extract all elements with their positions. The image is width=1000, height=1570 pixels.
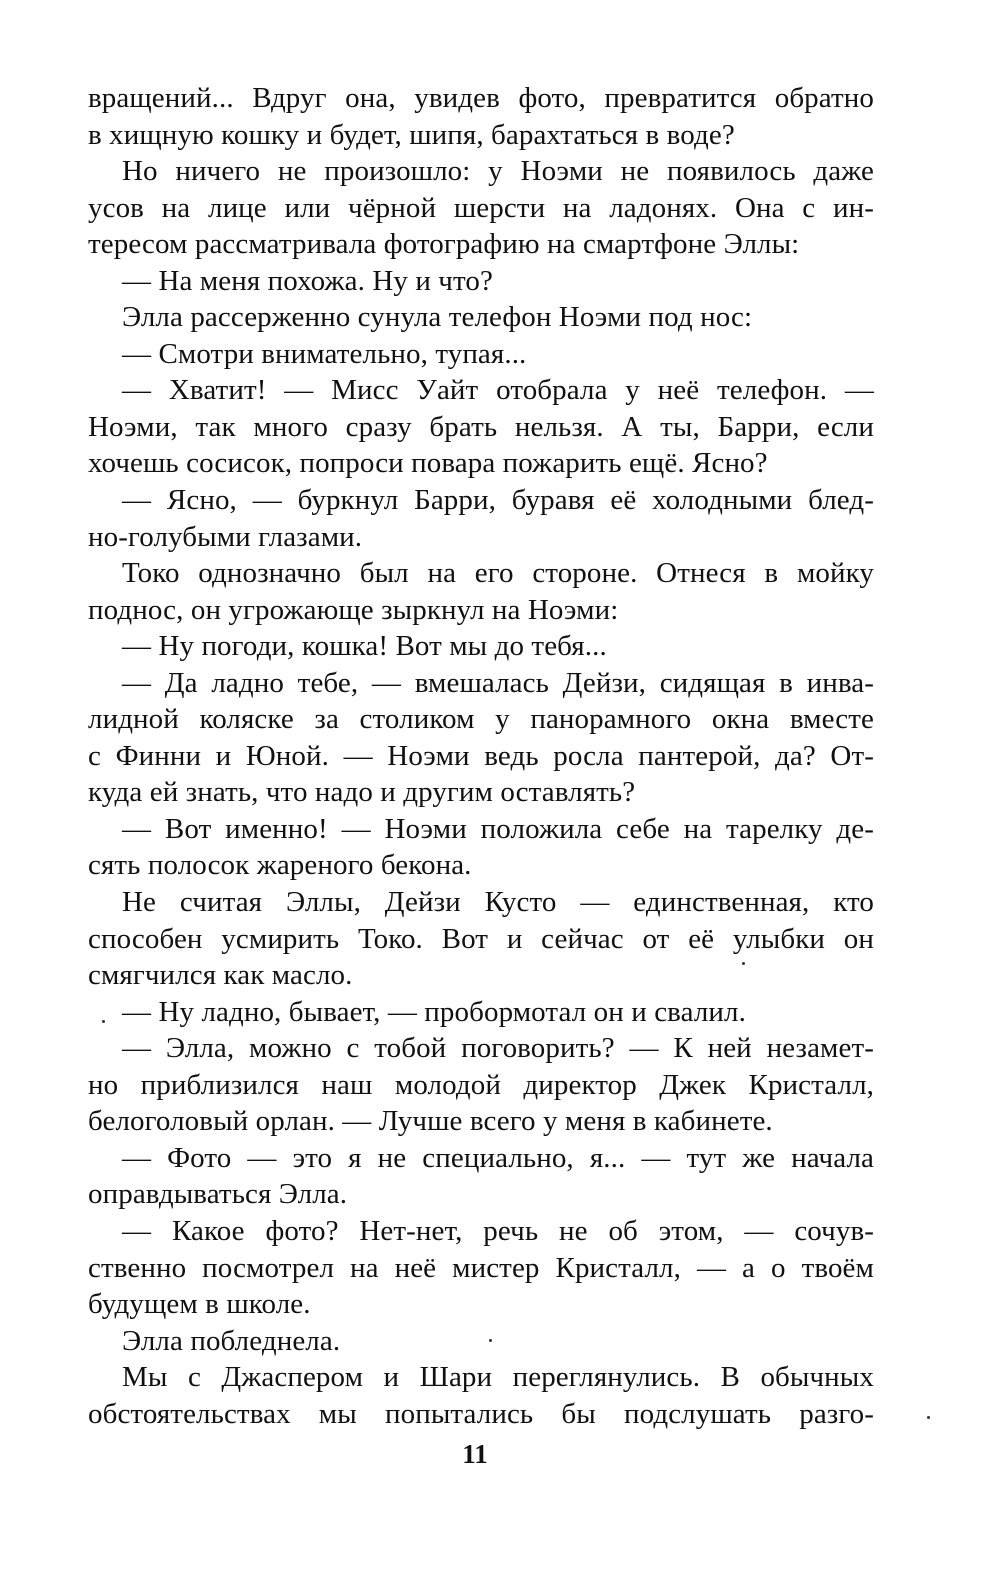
- text-line: Элла побледнела.: [122, 1324, 341, 1357]
- text-line: — Ну ладно, бывает, — пробормотал он и свалил.: [122, 995, 746, 1028]
- text-line: Токо однозначно был на его стороне. Отнеся в мойку: [122, 557, 874, 590]
- print-speck: [489, 1339, 492, 1342]
- text-line: усов на лице или чёрной шерсти на ладонях. Она с ин-: [88, 191, 874, 224]
- print-speck: [742, 962, 745, 965]
- text-line: — Хватит! — Мисс Уайт отобрала у неё телефон. —: [122, 374, 874, 407]
- print-speck: [927, 1416, 930, 1419]
- text-line: Не считая Эллы, Дейзи Кусто — единственная, кто: [122, 886, 874, 919]
- text-line: Но ничего не произошло: у Ноэми не появилось даже: [122, 155, 874, 188]
- text-line: вращений... Вдруг она, увидев фото, превратится обратно: [88, 82, 874, 114]
- text-line: сять полосок жареного бекона.: [88, 849, 472, 882]
- text-line: — Ясно, — буркнул Барри, буравя её холодными блед-: [122, 484, 874, 517]
- text-line: но приблизился наш молодой директор Джек Кристалл,: [88, 1068, 874, 1101]
- text-line: — Какое фото? Нет-нет, речь не об этом, — сочув-: [122, 1214, 874, 1247]
- text-line: с Финни и Юной. — Ноэми ведь росла пантерой, да? От-: [88, 739, 874, 772]
- text-line: Ноэми, так много сразу брать нельзя. А ты, Барри, если: [88, 410, 874, 443]
- text-line: белоголовый орлан. — Лучше всего у меня в кабинете.: [88, 1105, 773, 1138]
- text-line: но-голубыми глазами.: [88, 520, 363, 553]
- text-line: — Вот именно! — Ноэми положила себе на тарелку де-: [122, 812, 874, 845]
- text-line: хочешь сосисок, попроси повара пожарить ещё. Ясно?: [88, 447, 768, 480]
- text-line: ственно посмотрел на неё мистер Кристалл, — а о твоём: [88, 1251, 874, 1284]
- page-number: 11: [462, 1439, 488, 1469]
- text-line: способен усмирить Токо. Вот и сейчас от её улыбки он: [88, 922, 874, 955]
- text-line: — Ну погоди, кошка! Вот мы до тебя...: [122, 630, 607, 663]
- text-line: обстоятельствах мы попытались бы подслушать разго-: [88, 1397, 874, 1430]
- text-line: Элла рассерженно сунула телефон Ноэми под нос:: [122, 301, 753, 334]
- text-line: смягчился как масло.: [88, 959, 353, 992]
- text-block: [88, 80, 874, 1432]
- text-line: — Фото — это я не специально, я... — тут же начала: [122, 1141, 874, 1174]
- text-line: куда ей знать, что надо и другим оставлять?: [88, 776, 636, 809]
- text-line: — Смотри внимательно, тупая...: [122, 337, 527, 370]
- text-line: оправдываться Элла.: [88, 1178, 348, 1211]
- text-line: поднос, он угрожающе зыркнул на Ноэми:: [88, 593, 619, 626]
- text-line: лидной коляске за столиком у панорамного окна вместе: [88, 703, 874, 736]
- text-line: — Да ладно тебе, — вмешалась Дейзи, сидящая в инва-: [122, 666, 874, 699]
- text-line: тересом рассматривала фотографию на смартфоне Эллы:: [88, 228, 800, 261]
- text-line: будущем в школе.: [88, 1288, 311, 1321]
- text-line: — Элла, можно с тобой поговорить? — К ней незамет-: [122, 1032, 874, 1065]
- text-line: в хищную кошку и будет, шипя, барахтаться в воде?: [88, 118, 735, 151]
- text-line: Мы с Джаспером и Шари переглянулись. В обычных: [122, 1361, 874, 1394]
- print-speck: [102, 1020, 105, 1023]
- text-line: — На меня похожа. Ну и что?: [122, 264, 493, 297]
